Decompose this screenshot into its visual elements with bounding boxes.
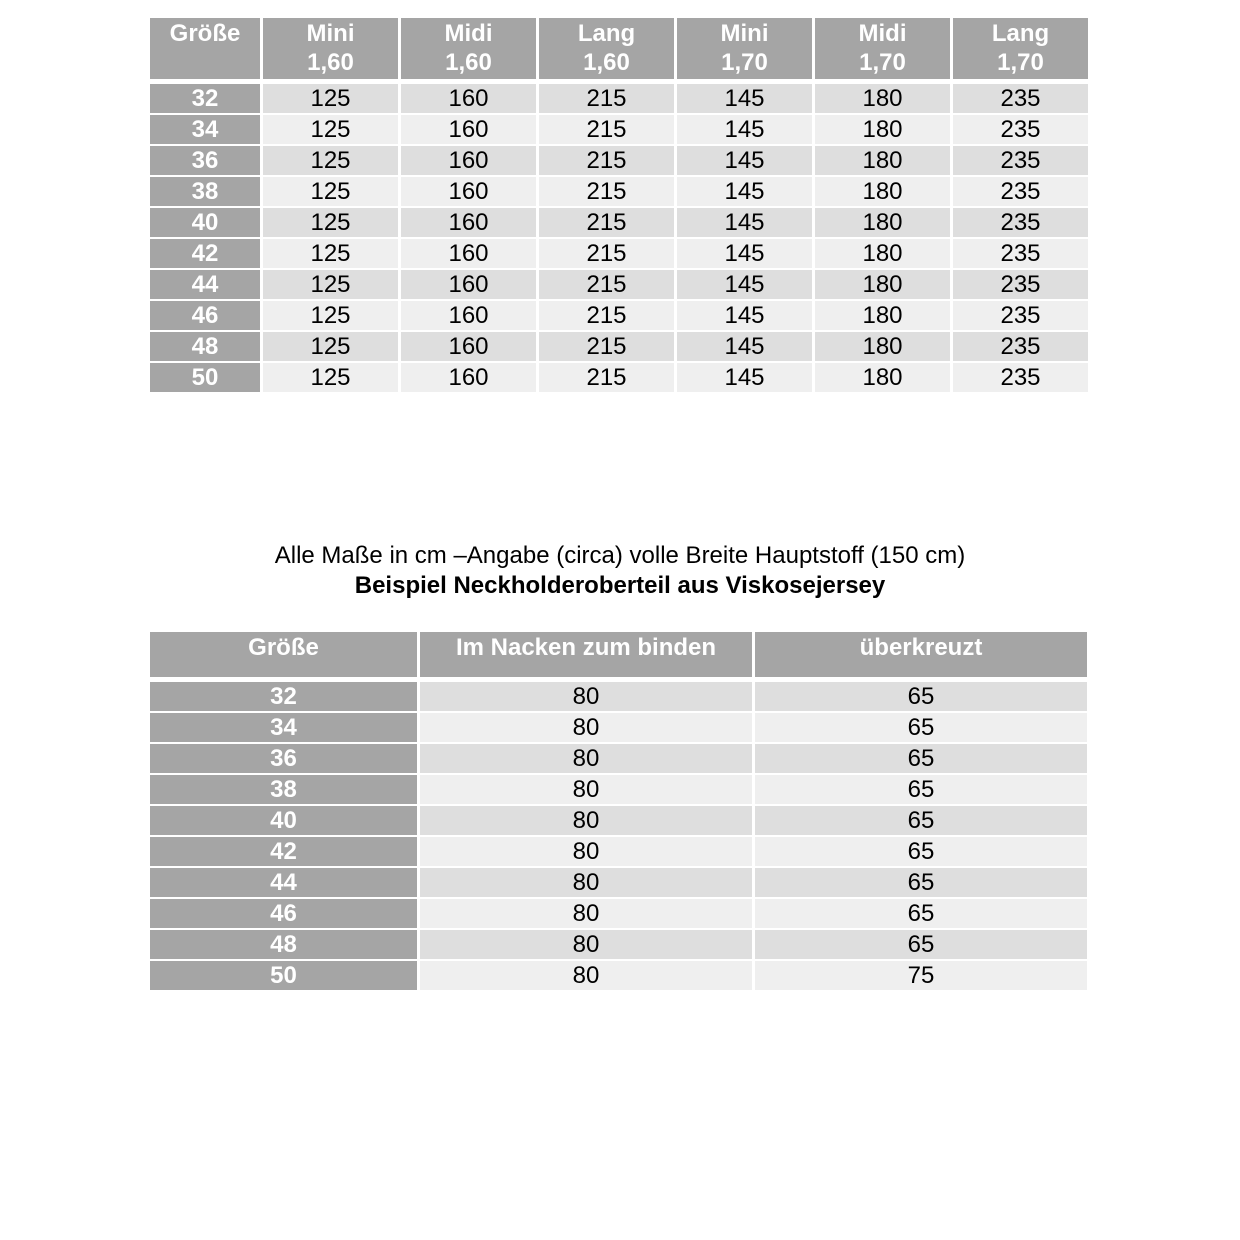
size-cell: 38	[150, 177, 260, 208]
size-cell: 46	[150, 301, 260, 332]
value-cell: 145	[677, 84, 812, 115]
table-row	[150, 115, 1088, 146]
value-cell: 65	[755, 837, 1087, 868]
value-cell: 160	[401, 115, 536, 146]
value-cell: 215	[539, 84, 674, 115]
value-cell: 215	[539, 115, 674, 146]
table-row	[150, 837, 1087, 868]
value-cell: 180	[815, 115, 950, 146]
value-cell: 125	[263, 239, 398, 270]
table-row	[150, 682, 1087, 713]
value-cell: 180	[815, 363, 950, 394]
size-cell: 40	[150, 806, 417, 837]
value-cell: 145	[677, 363, 812, 394]
size-cell: 50	[150, 961, 417, 992]
value-cell: 215	[539, 332, 674, 363]
value-cell: 65	[755, 930, 1087, 961]
header-midi-170: Midi 1,70	[815, 18, 950, 79]
table-row	[150, 363, 1088, 394]
size-cell: 48	[150, 332, 260, 363]
value-cell: 80	[420, 899, 752, 930]
table-header-row	[150, 632, 1087, 677]
value-cell: 180	[815, 239, 950, 270]
table-row	[150, 332, 1088, 363]
value-cell: 180	[815, 301, 950, 332]
size-cell: 48	[150, 930, 417, 961]
value-cell: 80	[420, 713, 752, 744]
value-cell: 160	[401, 301, 536, 332]
value-cell: 180	[815, 146, 950, 177]
value-cell: 65	[755, 744, 1087, 775]
value-cell: 145	[677, 115, 812, 146]
header-lang-160: Lang 1,60	[539, 18, 674, 79]
size-cell: 42	[150, 239, 260, 270]
value-cell: 145	[677, 239, 812, 270]
value-cell: 235	[953, 84, 1088, 115]
value-cell: 65	[755, 899, 1087, 930]
value-cell: 180	[815, 177, 950, 208]
length-size-table	[147, 18, 1091, 394]
value-cell: 125	[263, 177, 398, 208]
value-cell: 160	[401, 363, 536, 394]
value-cell: 180	[815, 332, 950, 363]
value-cell: 160	[401, 270, 536, 301]
value-cell: 145	[677, 270, 812, 301]
value-cell: 235	[953, 239, 1088, 270]
value-cell: 235	[953, 146, 1088, 177]
value-cell: 235	[953, 177, 1088, 208]
value-cell: 65	[755, 682, 1087, 713]
table-row	[150, 84, 1088, 115]
table-row	[150, 744, 1087, 775]
value-cell: 215	[539, 239, 674, 270]
value-cell: 125	[263, 301, 398, 332]
value-cell: 160	[401, 208, 536, 239]
header-mini-160: Mini 1,60	[263, 18, 398, 79]
table-row	[150, 177, 1088, 208]
value-cell: 215	[539, 208, 674, 239]
table-row	[150, 301, 1088, 332]
value-cell: 235	[953, 270, 1088, 301]
value-cell: 125	[263, 115, 398, 146]
table-row	[150, 146, 1088, 177]
neckholder-size-table	[147, 632, 1090, 992]
value-cell: 80	[420, 682, 752, 713]
value-cell: 235	[953, 208, 1088, 239]
value-cell: 125	[263, 84, 398, 115]
value-cell: 180	[815, 270, 950, 301]
value-cell: 80	[420, 961, 752, 992]
value-cell: 80	[420, 868, 752, 899]
value-cell: 160	[401, 177, 536, 208]
value-cell: 145	[677, 301, 812, 332]
value-cell: 80	[420, 775, 752, 806]
value-cell: 215	[539, 270, 674, 301]
table-row	[150, 806, 1087, 837]
value-cell: 145	[677, 177, 812, 208]
value-cell: 80	[420, 744, 752, 775]
table-row	[150, 713, 1087, 744]
value-cell: 65	[755, 806, 1087, 837]
value-cell: 65	[755, 868, 1087, 899]
size-cell: 34	[150, 713, 417, 744]
value-cell: 160	[401, 239, 536, 270]
table-row	[150, 868, 1087, 899]
value-cell: 235	[953, 363, 1088, 394]
size-cell: 32	[150, 84, 260, 115]
header-midi-160: Midi 1,60	[401, 18, 536, 79]
header-lang-170: Lang 1,70	[953, 18, 1088, 79]
value-cell: 65	[755, 775, 1087, 806]
size-cell: 36	[150, 146, 260, 177]
value-cell: 125	[263, 363, 398, 394]
header-neck-tie: Im Nacken zum binden	[420, 632, 752, 677]
size-cell: 50	[150, 363, 260, 394]
value-cell: 125	[263, 146, 398, 177]
header-crossed: überkreuzt	[755, 632, 1087, 677]
size-cell: 44	[150, 868, 417, 899]
size-cell: 34	[150, 115, 260, 146]
value-cell: 125	[263, 208, 398, 239]
value-cell: 80	[420, 930, 752, 961]
size-cell: 32	[150, 682, 417, 713]
measurement-note: Alle Maße in cm –Angabe (circa) volle Breite Hauptstoff (150 cm)	[274, 542, 966, 569]
value-cell: 215	[539, 363, 674, 394]
size-cell: 40	[150, 208, 260, 239]
table-row	[150, 775, 1087, 806]
example-title: Beispiel Neckholderoberteil aus Viskosejersey	[354, 572, 886, 599]
value-cell: 235	[953, 332, 1088, 363]
size-cell: 46	[150, 899, 417, 930]
header-size: Größe	[150, 632, 417, 677]
value-cell: 160	[401, 332, 536, 363]
value-cell: 145	[677, 146, 812, 177]
value-cell: 235	[953, 301, 1088, 332]
value-cell: 180	[815, 84, 950, 115]
value-cell: 235	[953, 115, 1088, 146]
size-cell: 44	[150, 270, 260, 301]
table-row	[150, 208, 1088, 239]
value-cell: 80	[420, 837, 752, 868]
size-cell: 38	[150, 775, 417, 806]
value-cell: 145	[677, 332, 812, 363]
header-size: Größe	[150, 18, 260, 79]
value-cell: 215	[539, 301, 674, 332]
value-cell: 160	[401, 146, 536, 177]
value-cell: 160	[401, 84, 536, 115]
value-cell: 125	[263, 270, 398, 301]
value-cell: 75	[755, 961, 1087, 992]
header-mini-170: Mini 1,70	[677, 18, 812, 79]
value-cell: 65	[755, 713, 1087, 744]
value-cell: 215	[539, 146, 674, 177]
value-cell: 145	[677, 208, 812, 239]
size-cell: 42	[150, 837, 417, 868]
table-row	[150, 239, 1088, 270]
table-row	[150, 270, 1088, 301]
value-cell: 125	[263, 332, 398, 363]
value-cell: 80	[420, 806, 752, 837]
table-header-row	[150, 18, 1088, 79]
table-row	[150, 930, 1087, 961]
table-row	[150, 899, 1087, 930]
value-cell: 215	[539, 177, 674, 208]
size-cell: 36	[150, 744, 417, 775]
value-cell: 180	[815, 208, 950, 239]
table-row	[150, 961, 1087, 992]
